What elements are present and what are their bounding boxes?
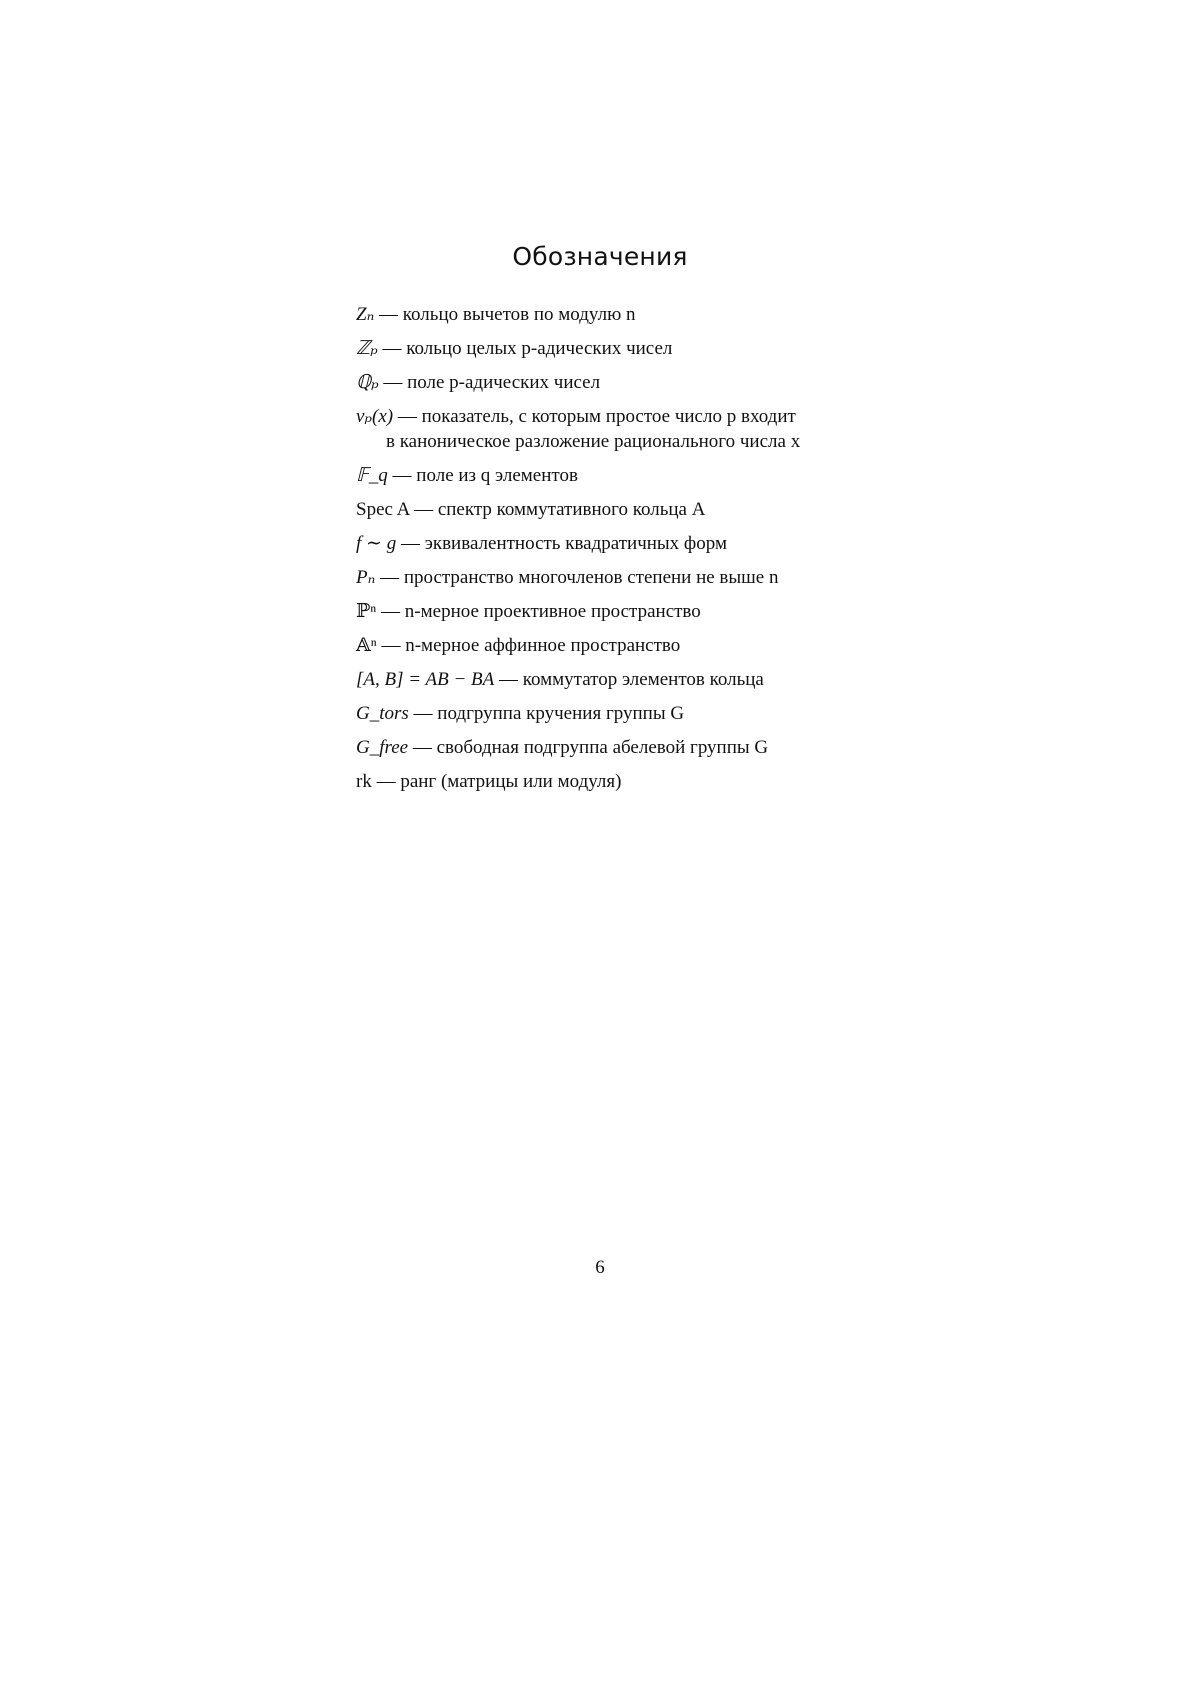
notation-entry — [356, 599, 876, 624]
notation-entry — [356, 497, 876, 522]
notation-symbol: Spec A — [356, 499, 410, 520]
notation-entry — [356, 565, 876, 590]
notation-description: — кольцо вычетов по модулю n — [374, 304, 636, 325]
notation-symbol: ℙⁿ — [356, 601, 377, 622]
notation-description: — n-мерное проективное пространство — [376, 601, 701, 622]
notation-description: — коммутатор элементов кольца — [494, 669, 764, 690]
notation-entry — [356, 463, 876, 488]
notation-symbol: 𝔽_q — [356, 465, 388, 486]
notation-entry — [356, 701, 876, 726]
page-title: Обозначения — [512, 242, 688, 271]
notation-entry — [356, 302, 876, 327]
notation-entry — [356, 735, 876, 760]
notation-entry — [356, 370, 876, 395]
notation-symbol: 𝔸ⁿ — [356, 635, 377, 656]
notation-description: — свободная подгруппа абелевой группы G — [408, 737, 769, 758]
notation-entry — [356, 336, 876, 361]
notation-symbol: ℤₚ — [356, 338, 378, 359]
notation-description: — ранг (матрицы или модуля) — [371, 771, 622, 792]
notation-entry — [356, 531, 876, 556]
notation-symbol: vₚ(x) — [356, 406, 394, 427]
notation-description: — показатель, с которым простое число p входит — [393, 406, 796, 427]
notation-entry — [356, 667, 876, 692]
notation-symbol: G_tors — [356, 703, 409, 724]
notation-symbol: G_free — [356, 737, 409, 758]
notation-entry — [356, 769, 876, 794]
notation-description: — спектр коммутативного кольца A — [409, 499, 706, 520]
notation-description: — пространство многочленов степени не выше n — [375, 567, 779, 588]
notation-description: — эквивалентность квадратичных форм — [396, 533, 727, 554]
notation-symbol: f ∼ g — [356, 533, 397, 554]
notation-description: — n-мерное аффинное пространство — [376, 635, 681, 656]
notation-description: — поле p-адических чисел — [378, 372, 601, 393]
notation-first-line — [356, 404, 876, 429]
notation-entry — [356, 404, 876, 454]
notation-symbol: Zₙ — [356, 304, 375, 325]
notation-symbol: rk — [356, 771, 372, 792]
page-number: 6 — [595, 1257, 605, 1278]
notation-symbol: ℚₚ — [356, 372, 379, 393]
notation-list — [356, 302, 876, 803]
notation-description: — поле из q элементов — [387, 465, 578, 486]
notation-description: — подгруппа кручения группы G — [408, 703, 685, 724]
notation-symbol: [A, B] = AB − BA — [356, 669, 495, 690]
notation-symbol: Pₙ — [356, 567, 376, 588]
notation-description: — кольцо целых p-адических чисел — [377, 338, 673, 359]
notation-entry — [356, 633, 876, 658]
notation-continuation: в каноническое разложение рационального числа x — [386, 431, 801, 452]
